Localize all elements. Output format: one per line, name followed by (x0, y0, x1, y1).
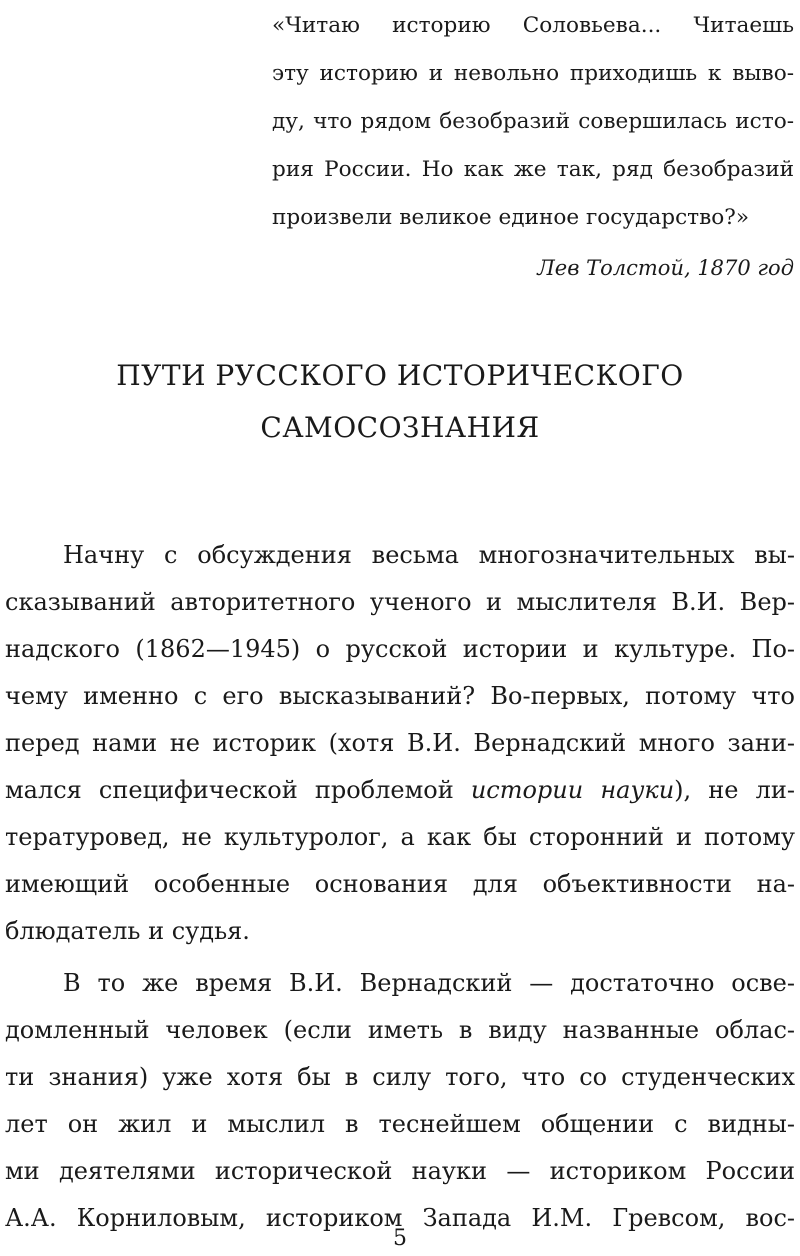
chapter-title-line: САМОСОЗНАНИЯ (260, 411, 540, 444)
text-line: лет он жил и мыслил в теснейшем общении с видны- (5, 1110, 795, 1138)
text-segment: ), не ли- (674, 776, 795, 804)
text-line: В то же время В.И. Вернадский — достаточно осве- (63, 969, 795, 997)
text-line: Начну с обсуждения весьма многозначительных вы- (63, 541, 795, 569)
epigraph-line: эту историю и невольно приходишь к выво- (272, 61, 794, 86)
text-line: ми деятелями исторической науки — историком России (5, 1157, 795, 1185)
chapter-title (0, 350, 800, 454)
text-segment: мался специфической проблемой (5, 776, 471, 804)
epigraph (272, 2, 794, 294)
paragraph-2 (5, 960, 795, 1242)
epigraph-line: рия России. Но как же так, ряд безобразий (272, 157, 794, 182)
text-line: перед нами не историк (хотя В.И. Вернадский много зани- (5, 729, 795, 757)
epigraph-line: произвели великое единое государство?» (272, 205, 750, 230)
text-line: А.А. Корниловым, историком Запада И.М. Гревсом, вос- (5, 1204, 795, 1232)
text-line: надского (1862—1945) о русской истории и культуре. По- (5, 635, 795, 663)
body-text (5, 532, 795, 1242)
page-number: 5 (393, 1226, 407, 1251)
text-line: ти знания) уже хотя бы в силу того, что со студенческих (5, 1063, 795, 1091)
text-line: имеющий особенные основания для объективности на- (5, 870, 795, 898)
epigraph-line: ду, что рядом безобразий совершилась исто- (272, 109, 794, 134)
epigraph-line: «Читаю историю Соловьева... Читаешь (272, 13, 794, 38)
text-line: тературовед, не культуролог, а как бы сторонний и потому (5, 823, 795, 851)
text-line: блюдатель и судья. (5, 917, 250, 945)
italic-phrase: истории науки (470, 776, 675, 804)
text-line: чему именно с его высказываний? Во-первых, потому что (5, 682, 795, 710)
epigraph-author: Лев Толстой, 1870 год (537, 256, 794, 280)
text-line: сказываний авторитетного ученого и мыслителя В.И. Вер- (5, 588, 795, 616)
text-line (5, 767, 795, 814)
chapter-title-line: ПУТИ РУССКОГО ИСТОРИЧЕСКОГО (116, 359, 684, 392)
paragraph-1 (5, 532, 795, 955)
text-line: домленный человек (если иметь в виду названные облас- (5, 1016, 795, 1044)
